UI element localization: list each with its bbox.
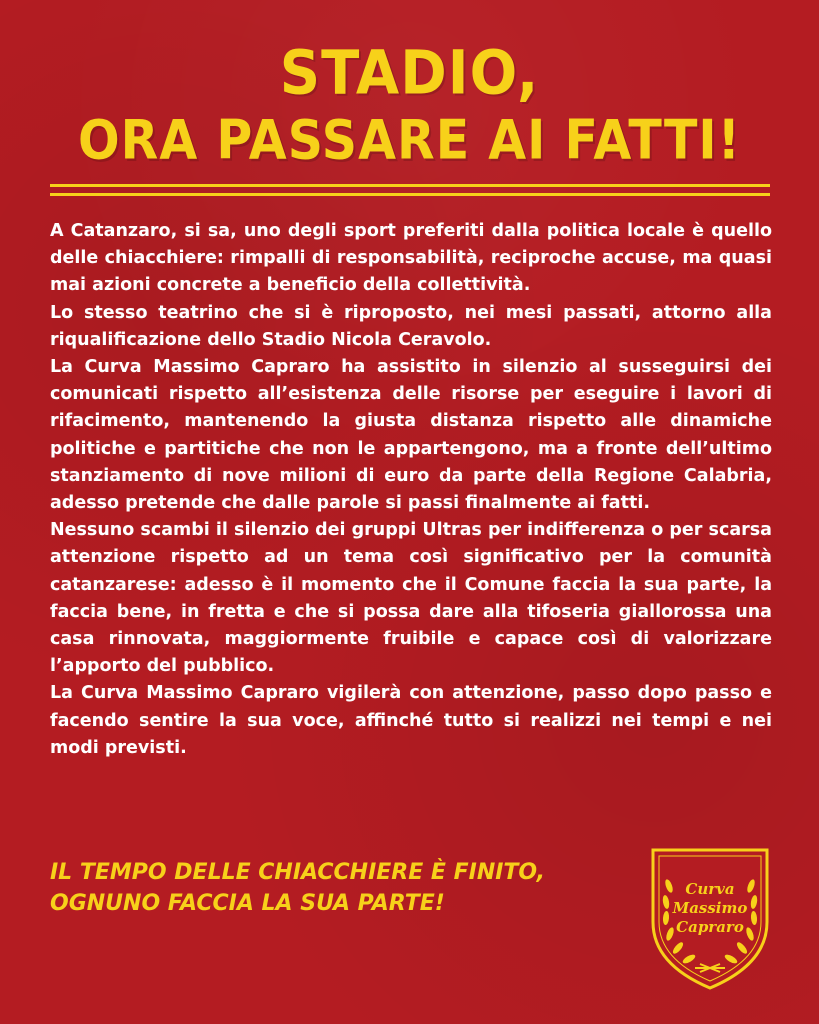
divider-bottom — [50, 193, 770, 196]
laurel-shield-icon — [645, 842, 775, 992]
crest-word-curva: Curva — [685, 880, 735, 898]
divider-top — [50, 184, 770, 187]
paragraph-ultras: Nessuno scambi il silenzio dei gruppi Ultras per indifferenza o per scarsa attenzione rispetto ad un tema così significativo per la comunità catanzarese: adesso è il momento che il Comune faccia la sua parte, la faccia bene, in fretta e che si possa dare alla tifoseria giallorossa una casa rinnovata, maggiormente fruibile e capace così di valorizzare l’apporto del pubblico. — [50, 520, 772, 677]
closing-slogan — [50, 857, 630, 919]
slogan-line-2: OGNUNO FACCIA LA SUA PARTE! — [50, 891, 445, 916]
headline-line-2: ORA PASSARE AI FATTI! — [77, 109, 741, 172]
headline-line-1: STADIO, — [279, 38, 540, 109]
paragraph-teatrino: Lo stesso teatrino che si è riproposto, nei mesi passati, attorno alla riqualificazione dello Stadio Nicola Ceravolo. — [50, 302, 772, 350]
crest-word-capraro: Capraro — [676, 918, 744, 936]
paragraph-curva-silence: La Curva Massimo Capraro ha assistito in silenzio al susseguirsi dei comunicati rispetto all’esistenza delle risorse per eseguire i lavori di rifacimento, mantenendo la giusta distanza rispetto alle dinamiche politiche e partitiche che non le appartengono, ma a fronte dell’ultimo stanziamento di nove milioni di euro da parte della Regione Calabria, adesso pretende che dalle parole si passi finalmente ai fatti. — [50, 357, 772, 514]
paragraph-vigilance: La Curva Massimo Capraro vigilerà con attenzione, passo dopo passo e facendo sentire la sua voce, affinché tutto si realizzi nei tempi e nei modi previsti. — [50, 683, 772, 758]
paragraph-intro: A Catanzaro, si sa, uno degli sport preferiti dalla politica locale è quello delle chiacchiere: rimpalli di responsabilità, reciproche accuse, ma quasi mai azioni concrete a beneficio della collettività. — [50, 221, 772, 296]
crest-word-massimo: Massimo — [672, 899, 748, 917]
slogan-line-1: IL TEMPO DELLE CHIACCHIERE È FINITO, — [50, 860, 546, 885]
statement-body — [50, 218, 772, 762]
